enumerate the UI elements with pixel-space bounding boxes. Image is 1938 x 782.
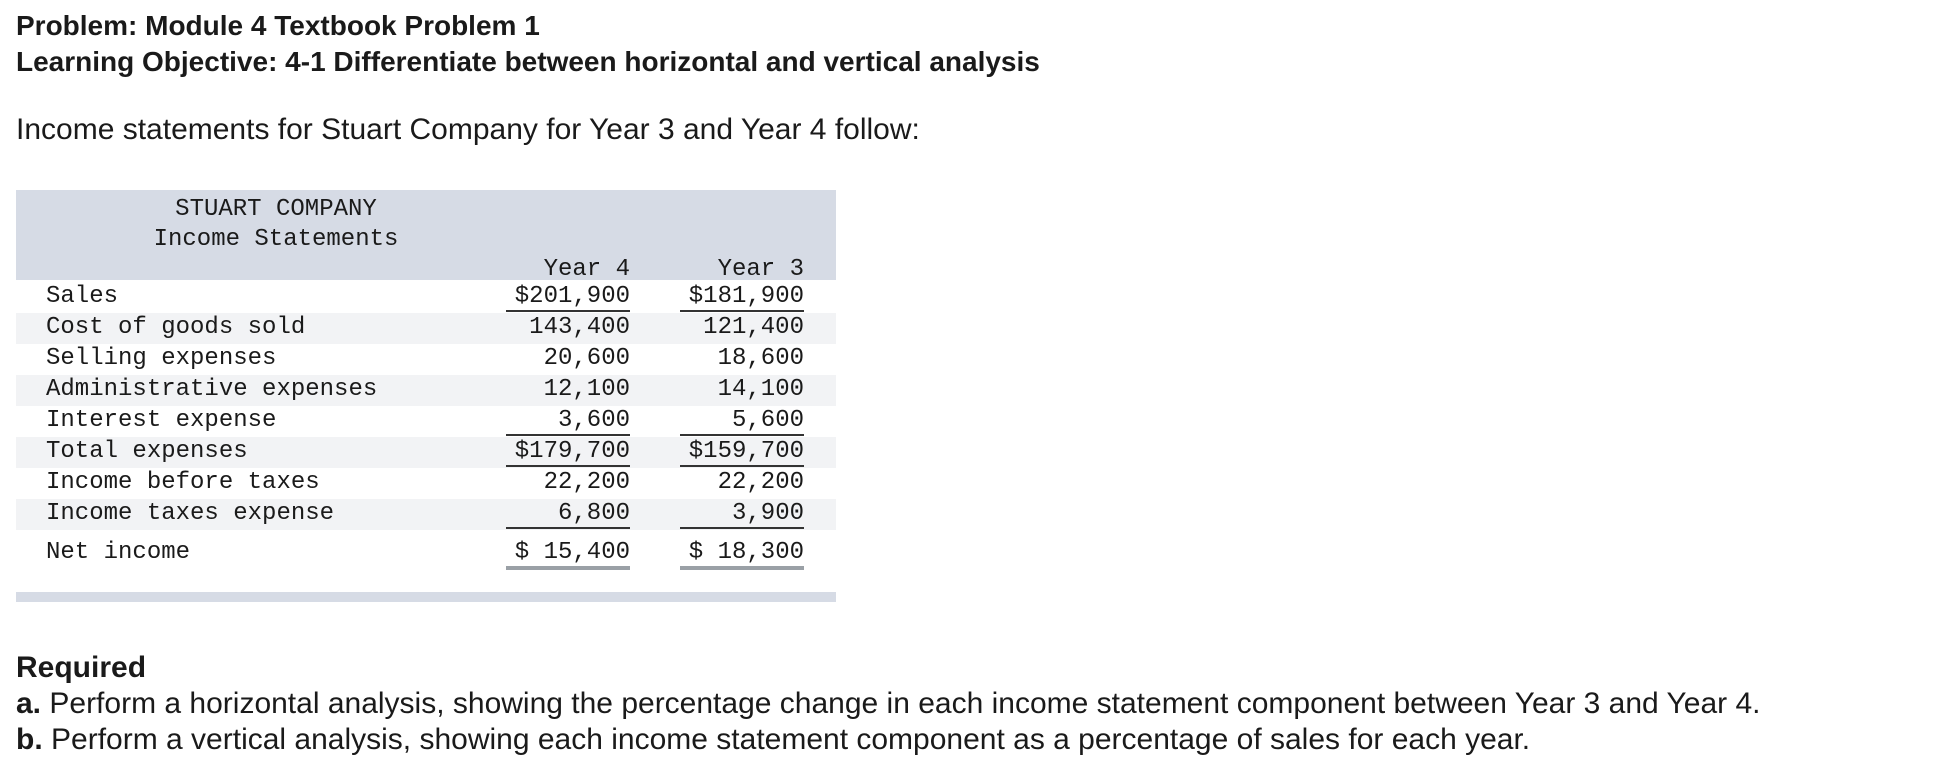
row-label: Net income [46,539,191,566]
table-row [16,437,836,468]
learning-objective: Learning Objective: 4-1 Differentiate between horizontal and vertical analysis [16,46,1040,77]
required-title: Required [16,651,147,684]
value-year3: $181,900 [680,283,804,312]
required-item-b [16,722,1761,758]
income-statement-table [16,190,836,602]
row-label: Interest expense [46,407,277,434]
value-year4: 12,100 [543,376,630,403]
value-year4: $201,900 [506,283,630,312]
company-name: STUART COMPANY [175,196,377,223]
row-label: Cost of goods sold [46,314,306,341]
table-row [16,468,836,499]
intro-text: Income statements for Stuart Company for Year 3 and Year 4 follow: [16,113,920,146]
table-row [16,344,836,375]
value-year3: 18,600 [717,345,804,372]
problem-header [16,8,1040,80]
value-year3: $ 18,300 [680,539,804,570]
value-year4: 22,200 [543,469,630,496]
value-year3: 121,400 [703,314,804,341]
value-year3: 14,100 [717,376,804,403]
item-key: a. [16,687,42,720]
value-year3: 3,900 [680,500,804,529]
value-year3: 5,600 [680,407,804,436]
value-year4: 143,400 [529,314,630,341]
statement-footer-band [16,592,836,602]
value-year4: $179,700 [506,438,630,467]
value-year3: 22,200 [717,469,804,496]
value-year4: 20,600 [543,345,630,372]
required-section [16,650,1761,758]
value-year4: $ 15,400 [506,539,630,570]
table-row [16,282,836,313]
item-text: Perform a vertical analysis, showing each income statement component as a percentage of sales for each year. [51,723,1531,756]
table-row [16,313,836,344]
row-label: Sales [46,283,119,310]
problem-title: Problem: Module 4 Textbook Problem 1 [16,10,540,41]
required-item-a [16,686,1761,722]
value-year4: 6,800 [506,500,630,529]
column-header-year3: Year 3 [717,256,804,283]
value-year3: $159,700 [680,438,804,467]
row-label: Administrative expenses [46,376,378,403]
row-label: Total expenses [46,438,248,465]
column-header-year4: Year 4 [543,256,630,283]
table-row [16,375,836,406]
table-row [16,538,836,569]
table-row [16,406,836,437]
item-key: b. [16,723,43,756]
item-text: Perform a horizontal analysis, showing the percentage change in each income statement component between Year 3 and Year 4. [49,687,1761,720]
value-year4: 3,600 [506,407,630,436]
row-label: Income before taxes [46,469,320,496]
table-row [16,499,836,530]
row-label: Selling expenses [46,345,277,372]
statement-title: Income Statements [153,226,399,253]
row-label: Income taxes expense [46,500,335,527]
